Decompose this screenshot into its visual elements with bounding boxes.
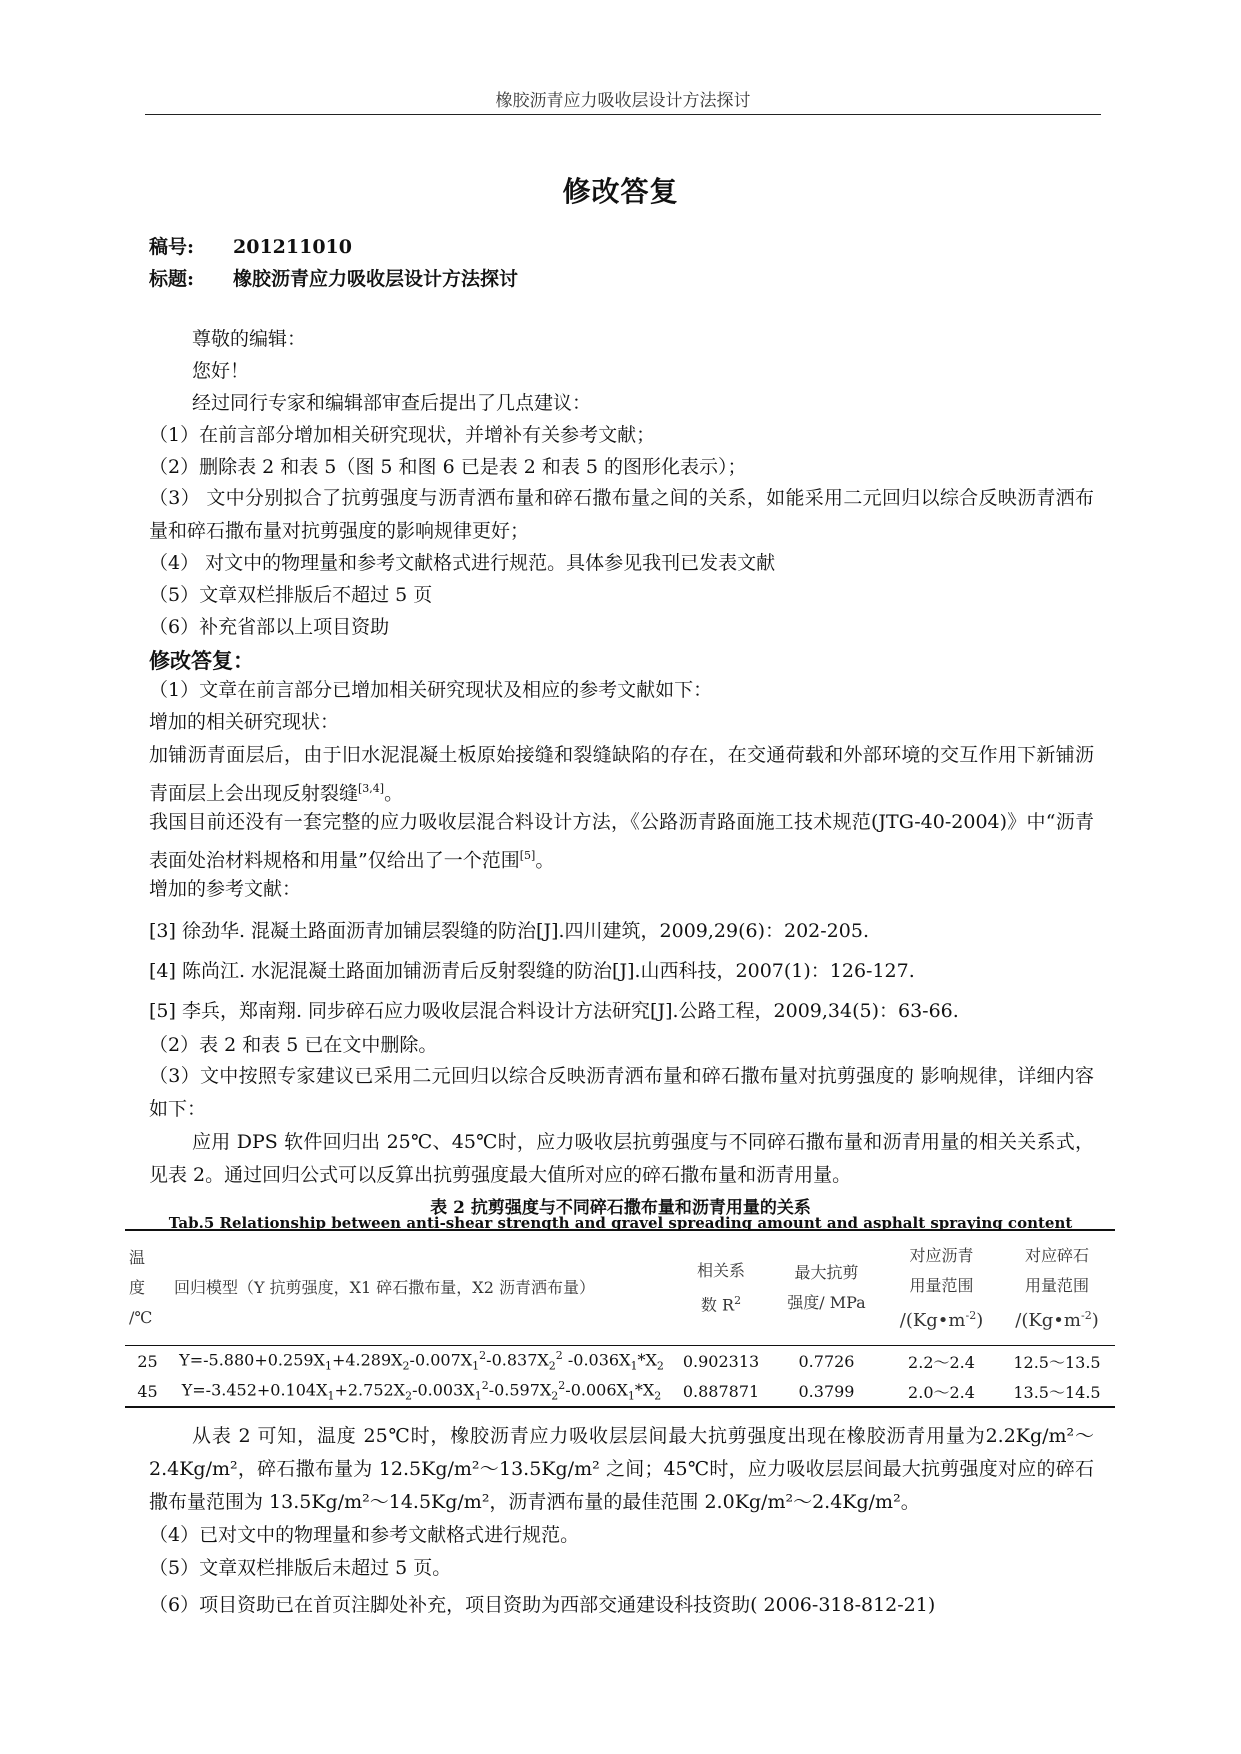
- citation-5: [5]: [519, 849, 536, 862]
- review-intro: 经过同行专家和编辑部审查后提出了几点建议：: [192, 392, 592, 414]
- reply-3: （3）文中按照专家建议已采用二元回归以综合反映沥青洒布量和碎石撒布量对抗剪强度的 影响规律，详细内容如下：: [149, 1065, 1094, 1120]
- reply-heading: 修改答复：: [149, 648, 254, 673]
- suggestion-2: （2）删除表 2 和表 5（图 5 和图 6 已是表 2 和表 5 的图形化表示）；: [149, 456, 747, 478]
- manuscript-title-value: 橡胶沥青应力吸收层设计方法探讨: [233, 268, 519, 290]
- salutation: 尊敬的编辑：: [192, 328, 307, 350]
- cell-gravel-range: 13.5～14.5: [1013, 1382, 1101, 1402]
- research-status-label: 增加的相关研究现状：: [149, 711, 340, 733]
- header-model: 回归模型（Y 抗剪强度，X1 碎石撒布量，X2 沥青洒布量）: [174, 1278, 595, 1297]
- reply-6: （6）项目资助已在首页注脚处补充，项目资助为西部交通建设科技资助( 2006-318-812-21): [149, 1594, 936, 1616]
- table-caption-en: Tab.5 Relationship between anti-shear strength and gravel spreading amount and asphalt spraying content: [168, 1214, 1073, 1232]
- header-gravel-range-2: 用量范围: [1024, 1275, 1089, 1295]
- table-header-row: [125, 1230, 1115, 1346]
- cell-model: $Y=-3.452+0.104X_1+2.752X_2-0.003X_1^2-0.597X_2^2-0.006X_1*X_2$: [181, 1379, 662, 1403]
- references-label: 增加的参考文献：: [149, 878, 302, 900]
- header-temperature: [125, 1230, 170, 1346]
- manuscript-id-value: 201211010: [233, 236, 352, 258]
- suggestion-3: （3） 文中分别拟合了抗剪强度与沥青洒布量和碎石撒布量之间的关系，如能采用二元回归以综合反映沥青洒布量和碎石撒布量对抗剪强度的影响规律更好；: [149, 487, 1094, 542]
- header-r2-2: 数 $R^2$: [700, 1293, 742, 1315]
- cell-model: $Y=-5.880+0.259X_1+4.289X_2-0.007X_1^2-0.837X_2^2$ $-0.036X_1*X_2$: [179, 1349, 664, 1373]
- cell-temperature: 25: [137, 1351, 158, 1371]
- regression-paragraph: 应用 DPS 软件回归出 25℃、45℃时，应力吸收层抗剪强度与不同碎石撒布量和沥青用量的相关关系式，见表 2。通过回归公式可以反算出抗剪强度最大值所对应的碎石撒布量和沥青用量。: [149, 1131, 1094, 1186]
- header-rule: [145, 114, 1101, 115]
- manuscript-id: [149, 232, 352, 259]
- suggestion-6: （6）补充省部以上项目资助: [149, 616, 390, 638]
- header-asphalt-range-3: $/(Kg•m^{-2})$: [899, 1308, 984, 1331]
- header-temperature-1: 温: [129, 1248, 146, 1267]
- table-discussion: 从表 2 可知，温度 25℃时，橡胶沥青应力吸收层层间最大抗剪强度出现在橡胶沥青用量为2.2Kg/m²～2.4Kg/m²，碎石撒布量为 12.5Kg/m²～13.5Kg/m² 之间；45℃时，应力吸收层层间最大抗剪强度对应的碎石撒布量范围为 13.5Kg/m²～14.5Kg/m²，沥青洒布量的最佳范围 2.0Kg/m²～2.4Kg/m²。: [149, 1425, 1094, 1513]
- table-caption-cn: 表 2 抗剪强度与不同碎石撒布量和沥青用量的关系: [430, 1198, 811, 1218]
- reply-2: （2）表 2 和表 5 已在文中删除。: [149, 1034, 438, 1056]
- table-row: [125, 1346, 1115, 1377]
- header-gravel-range-1: 对应碎石: [1024, 1245, 1089, 1265]
- header-asphalt-range: [884, 1230, 999, 1346]
- research-status-end-2: 。: [535, 849, 555, 872]
- suggestion-1: （1）在前言部分增加相关研究现状，并增补有关参考文献；: [149, 424, 656, 446]
- manuscript-title-label: 标题:: [149, 268, 195, 290]
- reference-4: [4] 陈尚江. 水泥混凝土路面加铺沥青后反射裂缝的防治[J].山西科技，2007(1)：126-127.: [149, 960, 915, 982]
- research-status-paragraph-2: [149, 806, 1094, 877]
- header-max-strength: [769, 1230, 884, 1346]
- header-gravel-range-3: $/(Kg•m^{-2})$: [1015, 1308, 1099, 1331]
- cell-asphalt-range: 2.0～2.4: [908, 1382, 975, 1402]
- research-status-end-1: 。: [384, 782, 404, 805]
- research-status-text-1: 加铺沥青面层后，由于旧水泥混凝土板原始接缝和裂缝缺陷的存在，在交通荷载和外部环境的交互作用下新铺沥青面层上会出现反射裂缝: [149, 744, 1094, 805]
- cell-gravel-range: 12.5～13.5: [1013, 1352, 1101, 1372]
- suggestion-5: （5）文章双栏排版后不超过 5 页: [149, 584, 433, 606]
- header-r2: [673, 1230, 769, 1346]
- greeting: 您好！: [192, 360, 250, 382]
- header-temperature-3: /℃: [129, 1308, 153, 1327]
- header-asphalt-range-2: 用量范围: [909, 1275, 974, 1295]
- regression-table: [125, 1229, 1115, 1408]
- cell-max-strength: 0.3799: [798, 1381, 855, 1401]
- reply-1: （1）文章在前言部分已增加相关研究现状及相应的参考文献如下：: [149, 679, 713, 701]
- cell-temperature: 45: [137, 1381, 158, 1401]
- reference-3: [3] 徐劲华. 混凝土路面沥青加铺层裂缝的防治[J].四川建筑，2009,29(6)：202-205.: [149, 920, 869, 942]
- page-title: 修改答复: [562, 175, 679, 208]
- reply-4: （4）已对文中的物理量和参考文献格式进行规范。: [149, 1524, 580, 1546]
- manuscript-title: [149, 264, 518, 291]
- header-max-strength-1: 最大抗剪: [794, 1263, 859, 1282]
- manuscript-id-label: 稿号:: [149, 236, 195, 258]
- running-header: 橡胶沥青应力吸收层设计方法探讨: [495, 91, 751, 111]
- reference-5: [5] 李兵，郑南翔. 同步碎石应力吸收层混合料设计方法研究[J].公路工程，2009,34(5)：63-66.: [149, 1000, 959, 1022]
- cell-r2: 0.887871: [682, 1381, 760, 1401]
- table-row: [125, 1376, 1115, 1407]
- header-gravel-range: [999, 1230, 1115, 1346]
- cell-r2: 0.902313: [682, 1351, 760, 1371]
- research-status-paragraph-1: [149, 739, 1094, 810]
- suggestion-4: （4） 对文中的物理量和参考文献格式进行规范。具体参见我刊已发表文献: [149, 552, 776, 574]
- header-r2-1: 相关系: [696, 1260, 745, 1280]
- cell-asphalt-range: 2.2～2.4: [908, 1352, 975, 1372]
- reply-5: （5）文章双栏排版后未超过 5 页。: [149, 1557, 452, 1579]
- header-temperature-2: 度: [129, 1278, 146, 1297]
- research-status-text-2: 我国目前还没有一套完整的应力吸收层混合料设计方法，《公路沥青路面施工技术规范(JTG-40-2004)》中“沥青表面处治材料规格和用量”仅给出了一个范围: [149, 811, 1094, 872]
- header-asphalt-range-1: 对应沥青: [909, 1245, 974, 1265]
- header-max-strength-2: 强度/ MPa: [787, 1293, 866, 1312]
- citation-3-4: [3,4]: [358, 782, 385, 795]
- cell-max-strength: 0.7726: [798, 1351, 855, 1371]
